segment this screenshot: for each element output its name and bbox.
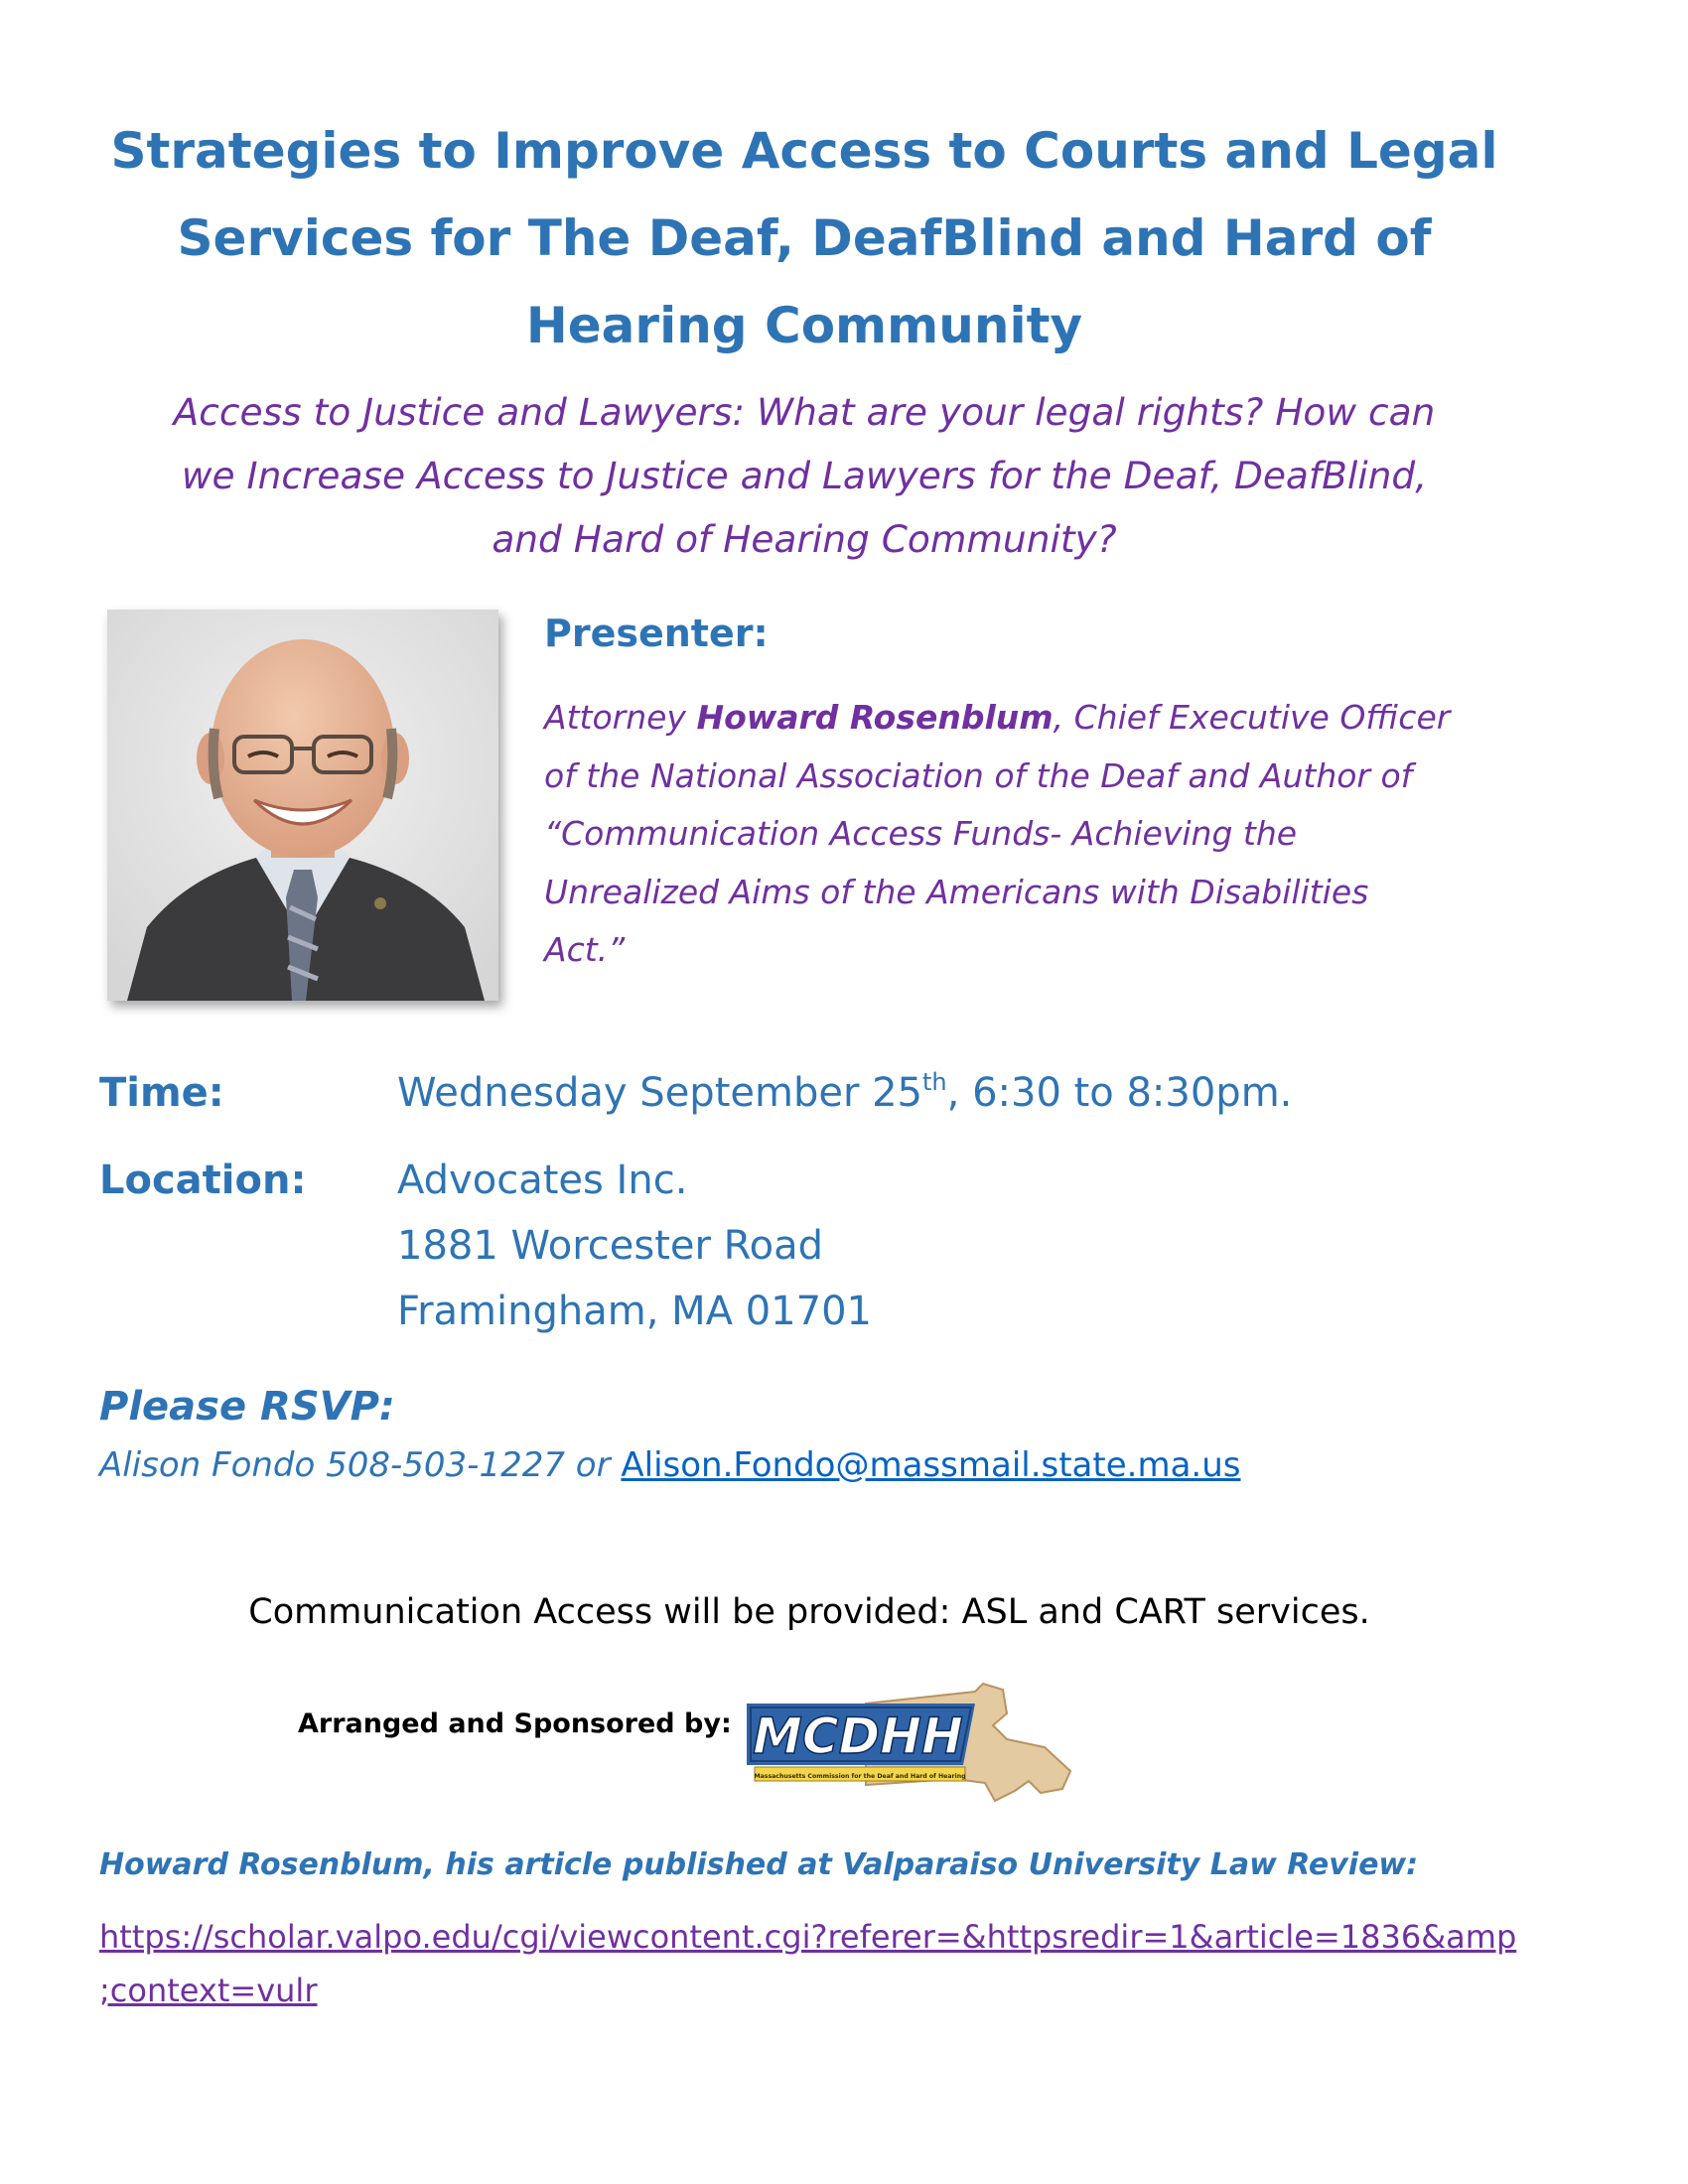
event-subtitle: [89, 380, 1519, 571]
location-line: Advocates Inc.: [397, 1158, 688, 1203]
subtitle-line: and Hard of Hearing Community?: [492, 517, 1117, 561]
location-line: 1881 Worcester Road: [397, 1223, 824, 1269]
presenter-desc-line: “Communication Access Funds- Achieving the: [544, 814, 1298, 853]
subtitle-line: Access to Justice and Lawyers: What are your legal rights? How can: [173, 390, 1436, 434]
communication-access-note: Communication Access will be provided: ASL and CART services.: [248, 1592, 1370, 1632]
location-line: Framingham, MA 01701: [397, 1289, 872, 1334]
time-value: [397, 1060, 1292, 1126]
sponsor-label: Arranged and Sponsored by:: [298, 1708, 732, 1739]
presenter-description: [544, 689, 1537, 980]
presenter-heading: Presenter:: [544, 612, 769, 655]
logo-subtext: Massachusetts Commission for the Deaf and Hard of Hearing: [754, 1773, 966, 1780]
time-date: Wednesday September 25: [397, 1070, 923, 1116]
subtitle-line: we Increase Access to Justice and Lawyers for the Deaf, DeafBlind,: [181, 454, 1428, 497]
rsvp-contact-text: Alison Fondo 508-503-1227 or: [99, 1445, 622, 1485]
title-line: Services for The Deaf, DeafBlind and Hard of: [177, 209, 1432, 267]
time-range: , 6:30 to 8:30pm.: [946, 1070, 1293, 1116]
presenter-desc-line: of the National Association of the Deaf and Author of: [544, 755, 1413, 795]
presenter-photo: [107, 610, 498, 1001]
title-line: Hearing Community: [525, 297, 1083, 354]
rsvp-email-link[interactable]: Alison.Fondo@massmail.state.ma.us: [621, 1445, 1241, 1485]
presenter-name: Howard Rosenblum: [696, 698, 1054, 737]
presenter-portrait-image: [107, 610, 498, 1001]
presenter-title-suffix: , Chief Executive Officer: [1053, 698, 1451, 737]
presenter-desc-line: [544, 689, 1537, 748]
mcdhh-logo-image: [747, 1674, 1080, 1807]
article-url-line[interactable]: https://scholar.valpo.edu/cgi/viewcontent.cgi?referer=&httpsredir=1&article=1836&amp: [99, 1918, 1517, 1956]
event-title: [99, 107, 1509, 369]
time-date-suffix: th: [922, 1068, 947, 1096]
rsvp-contact: [99, 1437, 1240, 1493]
article-heading: Howard Rosenblum, his article published at Valparaiso University Law Review:: [99, 1847, 1419, 1882]
article-url-line[interactable]: ;context=vulr: [99, 1972, 318, 2009]
presenter-desc-line: Unrealized Aims of the Americans with Disabilities: [544, 872, 1369, 911]
rsvp-label: Please RSVP:: [99, 1384, 395, 1430]
article-url-link[interactable]: [99, 1910, 1549, 2017]
presenter-title-prefix: Attorney: [544, 698, 697, 737]
title-line: Strategies to Improve Access to Courts and Legal: [110, 122, 1498, 180]
presenter-desc-line: Act.”: [544, 930, 626, 969]
mcdhh-logo: [747, 1674, 1080, 1811]
time-label: Time:: [99, 1070, 224, 1116]
location-label: Location:: [99, 1158, 307, 1203]
logo-wordmark: MCDHH: [753, 1707, 963, 1765]
